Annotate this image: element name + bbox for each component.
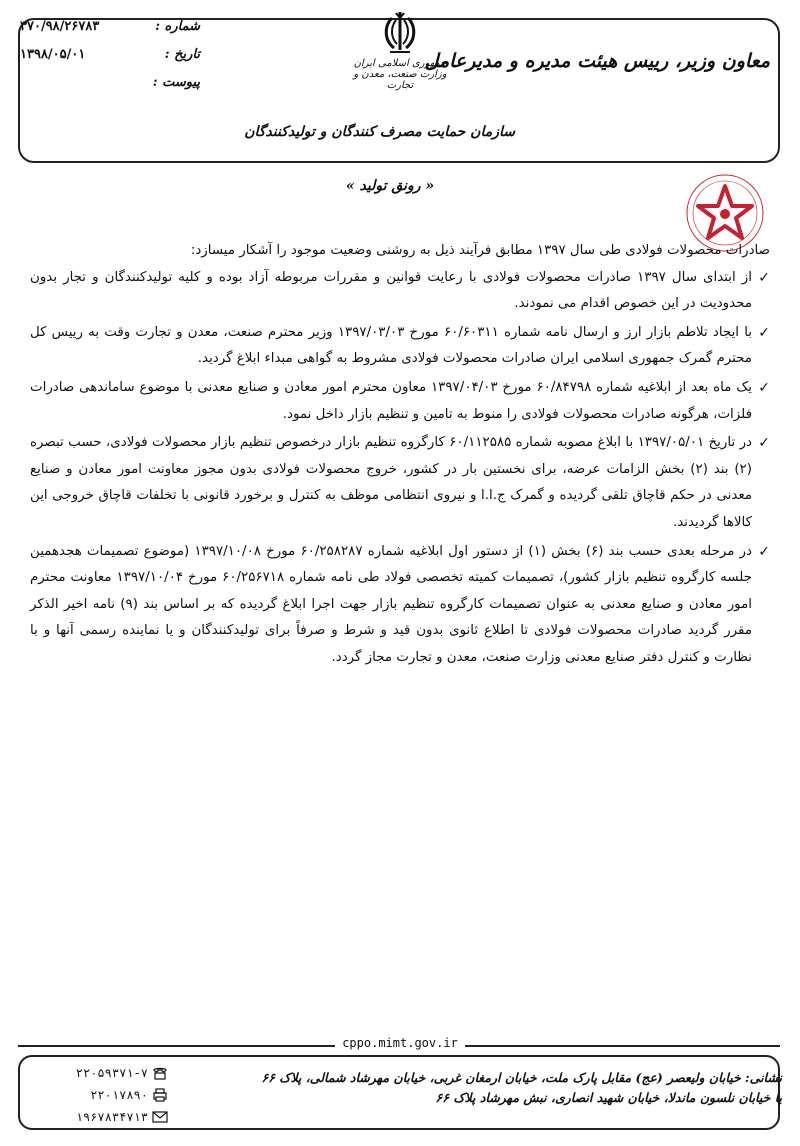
item-text: در تاریخ ۱۳۹۷/۰۵/۰۱ با ابلاغ مصوبه شماره ۶۰/۱۱۲۵۸۵ کارگروه تنظیم بازار درخصوص تنظیم بازار محصولات فولادی، حسب تبصره (۲) بند (۲) بخش الزامات عرضه، برای نخستین بار در کشور، خروج محصولات فولادی بدون مجوز معاونت امور معادن و صنایع معدنی در حکم قاچاق تلقی گردیده و گمرک ج.ا.ا و نیروی انتظامی موظف به کنترل و برخورد قانونی با تخلفات قاچاق خروجی این کالاها گردیدند. xyxy=(30,435,752,530)
list-item xyxy=(30,375,770,428)
mail-icon xyxy=(152,1110,168,1124)
emblem-ministry: وزارت صنعت، معدن و تجارت xyxy=(353,69,447,91)
address-line-1: نشانی: خیابان ولیعصر (عج) مقابل پارک ملت، خیابان ارمغان غربی، خیابان مهرشاد شمالی، پلاک ۶۶ xyxy=(261,1070,782,1085)
item-text: در مرحله بعدی حسب بند (۶) بخش (۱) از دستور اول ابلاغیه شماره ۶۰/۲۵۸۲۸۷ مورخ ۱۳۹۷/۱۰/۰۸ (موضوع تصمیمات هجدهمین جلسه کارگروه تنظیم بازار کشور)، تصمیمات کمیته تخصصی فولاد طی نامه شماره ۶۰/۲۵۶۷۱۸ مورخ ۱۳۹۷/۱۰/۰۴ معاونت محترم امور معادن و صنایع معدنی به عنوان تصمیمات کارگروه تنظیم بازار جهت اجرا ابلاغ گردیده که بر اساس بند (۹) نامه اخیر الذکر مقرر گردید صادرات محصولات فولادی تا اطلاع ثانوی بدون قید و شرط و صرفاً برای تولیدکنندگان و یا نماینده رسمی آنها و با نظارت و کنترل دفتر صنایع معدنی وزارت صنعت، معدن و تجارت مجاز گردد. xyxy=(30,543,753,665)
fax-icon xyxy=(152,1088,168,1102)
phone-row xyxy=(38,1062,168,1084)
intro-paragraph: صادرات محصولات فولادی طی سال ۱۳۹۷ مطابق فرآیند ذیل به روشنی وضعیت موجود را آشکار میسازد: xyxy=(190,243,770,258)
phone-number: ۲۲۰۵۹۳۷۱-۷ xyxy=(75,1066,148,1080)
item-text: یک ماه بعد از ابلاغیه شماره ۶۰/۸۴۷۹۸ مورخ ۱۳۹۷/۰۴/۰۳ معاون محترم امور معادن و صنایع معدنی با موضوع ساماندهی صادرات فلزات، هرگونه صادرات محصولات فولادی را منوط به تامین و تنظیم بازار داخل نمود. xyxy=(30,379,752,422)
date-value: ۱۳۹۸/۰۵/۰۱ xyxy=(20,46,86,62)
item-text: با ایجاد تلاطم بازار ارز و ارسال نامه شماره ۶۰/۶۰۳۱۱ مورخ ۱۳۹۷/۰۳/۰۳ وزیر محترم صنعت، معدن و تجارت وقت به رییس کل محترم گمرک جمهوری اسلامی ایران صادرات محصولات فولادی مشروط به گواهی مبداء ابلاغ گردید. xyxy=(30,324,752,367)
list-item xyxy=(30,265,770,318)
fax-row xyxy=(38,1084,168,1106)
check-icon: ✓ xyxy=(758,379,770,396)
number-value: ۳۷۰/۹۸/۲۶۷۸۳ xyxy=(20,18,100,34)
check-icon: ✓ xyxy=(758,543,770,560)
address-block xyxy=(261,1068,782,1108)
postal-row xyxy=(38,1106,168,1128)
number-row xyxy=(20,12,200,40)
attachment-label: پیوست : xyxy=(152,74,200,90)
phone-icon xyxy=(152,1066,168,1080)
item-list xyxy=(30,265,770,672)
sender-title: معاون وزیر، رییس هیئت مدیره و مدیرعامل xyxy=(424,50,770,72)
check-icon: ✓ xyxy=(758,269,770,286)
iran-emblem-icon xyxy=(380,10,420,56)
list-item xyxy=(30,320,770,373)
number-label: شماره : xyxy=(155,18,200,34)
letter-body xyxy=(30,238,770,674)
letter-meta xyxy=(20,12,200,96)
emblem-country: جمهوری اسلامی ایران xyxy=(353,58,447,69)
item-text: از ابتدای سال ۱۳۹۷ صادرات محصولات فولادی با رعایت قوانین و مقررات مربوطه آزاد بوده و کلیه تولیدکنندگان و تجار بدون محدودیت در این خصوص اقدام می نمودند. xyxy=(30,269,752,312)
contact-block xyxy=(38,1062,168,1128)
address-line-2: یا خیابان نلسون ماندلا، خیابان شهید انصاری، نبش مهرشاد پلاک ۶۶ xyxy=(435,1090,782,1105)
check-icon: ✓ xyxy=(758,324,770,341)
state-emblem-block xyxy=(345,10,455,91)
attachment-row xyxy=(20,68,200,96)
date-label: تاریخ : xyxy=(164,46,200,62)
website-link[interactable]: cppo.mimt.gov.ir xyxy=(335,1036,465,1050)
postal-code: ۱۹۶۷۸۳۴۷۱۳ xyxy=(75,1110,148,1124)
date-row xyxy=(20,40,200,68)
fax-number: ۲۲۰۱۷۸۹۰ xyxy=(90,1088,148,1102)
check-icon: ✓ xyxy=(758,435,770,452)
list-item xyxy=(30,539,770,672)
organization-name: سازمان حمایت مصرف کنندگان و تولیدکنندگان xyxy=(244,124,515,140)
list-item xyxy=(30,430,770,536)
slogan: « رونق تولید » xyxy=(345,178,435,194)
